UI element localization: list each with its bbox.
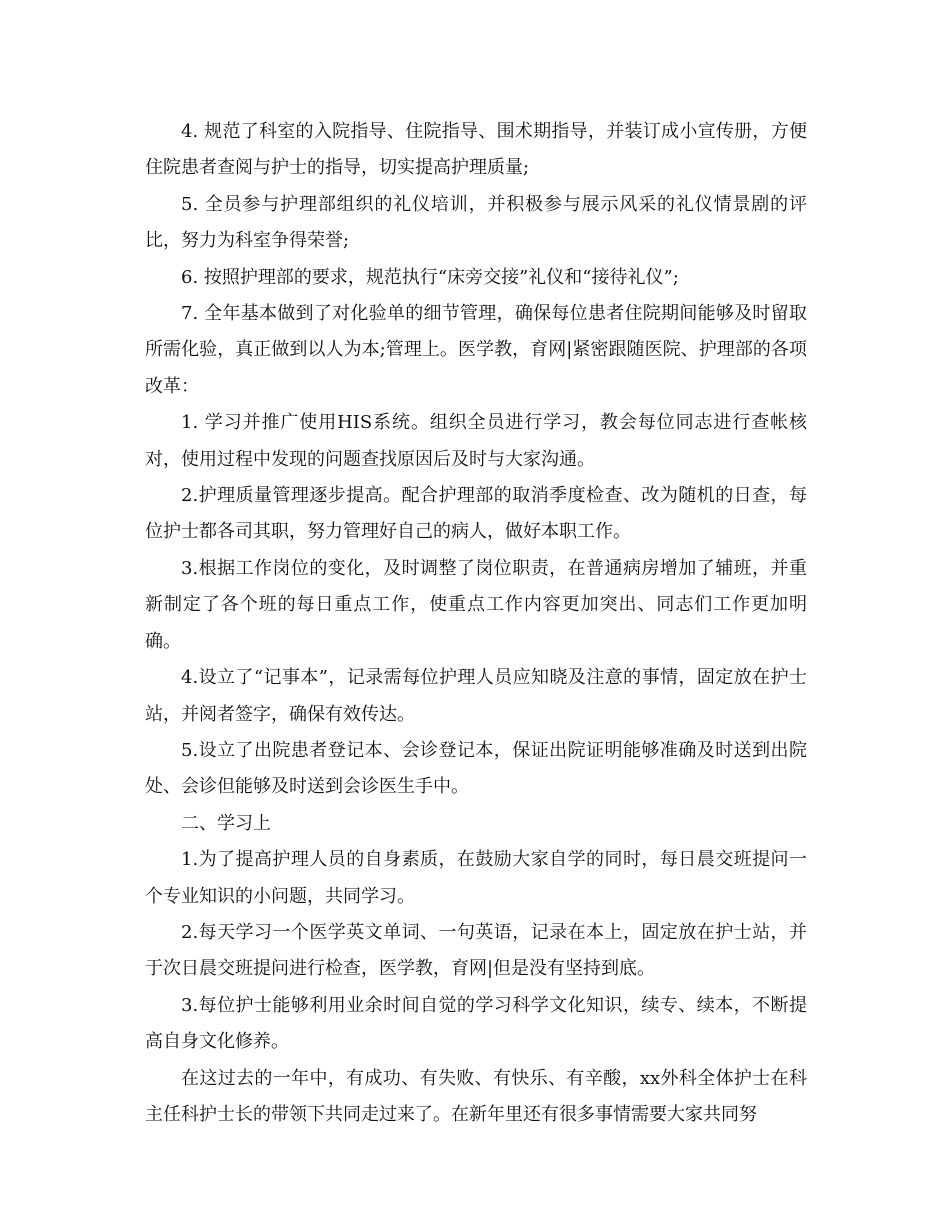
- paragraph-13: 3.每位护士能够利用业余时间自觉的学习科学文化知识，续专、续本，不断提高自身文化修养。: [145, 994, 807, 1053]
- paragraph-11: 1.为了提高护理人员的自身素质，在鼓励大家自学的同时，每日晨交班提问一个专业知识的小问题，共同学习。: [145, 849, 807, 907]
- paragraph-12: 2.每天学习一个医学英文单词、一句英语，记录在本上，固定放在护士站，并于次日晨交班提问进行检查，医学教，育网|但是没有坚持到底。: [145, 921, 807, 980]
- paragraph-14: 在这过去的一年中，有成功、有失败、有快乐、有辛酸，xx外科全体护士在科主任科护士长的带领下共同走过来了。在新年里还有很多事情需要大家共同努: [145, 1067, 807, 1125]
- paragraph-7: 3.根据工作岗位的变化，及时调整了岗位职责，在普通病房增加了辅班，并重新制定了各个班的每日重点工作，使重点工作内容更加突出、同志们工作更加明确。: [145, 557, 807, 652]
- document-body: [145, 114, 807, 1133]
- paragraph-5: 1. 学习并推广使用HIS系统。组织全员进行学习，教会每位同志进行查帐核对，使用过程中发现的问题查找原因后及时与大家沟通。: [145, 412, 807, 470]
- paragraph-4: 7. 全年基本做到了对化验单的细节管理，确保每位患者住院期间能够及时留取所需化验，真正做到以人为本;管理上。医学教，育网|紧密跟随医院、护理部的各项改革：: [145, 303, 807, 397]
- paragraph-1: 4. 规范了科室的入院指导、住院指导、围术期指导，并装订成小宣传册，方便住院患者查阅与护士的指导，切实提高护理质量;: [145, 121, 807, 179]
- paragraph-9: 5.设立了出院患者登记本、会诊登记本，保证出院证明能够准确及时送到出院处、会诊但能够及时送到会诊医生手中。: [145, 739, 807, 798]
- paragraph-6: 2.护理质量管理逐步提高。配合护理部的取消季度检查、改为随机的日查，每位护士都各司其职，努力管理好自己的病人，做好本职工作。: [145, 485, 807, 543]
- paragraph-8: 4.设立了“记事本”，记录需每位护理人员应知晓及注意的事情，固定放在护士站，并阅者签字，确保有效传达。: [145, 667, 807, 725]
- section-heading-study: 二、学习上: [181, 812, 271, 834]
- paragraph-3: 6. 按照护理部的要求，规范执行“床旁交接”礼仪和“接待礼仪”;: [181, 266, 679, 288]
- paragraph-2: 5. 全员参与护理部组织的礼仪培训，并积极参与展示风采的礼仪情景剧的评比，努力为科室争得荣誉;: [145, 193, 807, 252]
